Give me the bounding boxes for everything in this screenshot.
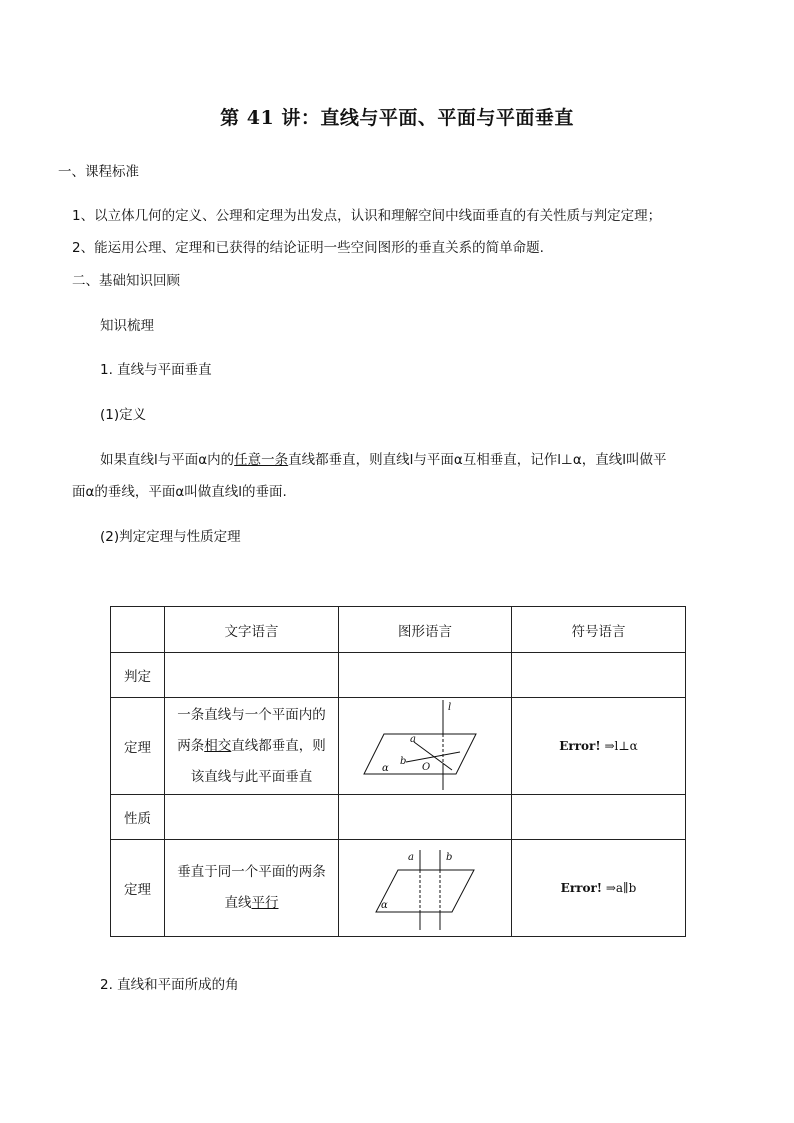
label-b: b	[446, 852, 453, 863]
table-corner-cell	[111, 607, 165, 653]
table-row-theorem-1	[111, 698, 686, 795]
empty-cell	[165, 795, 339, 840]
empty-cell	[512, 653, 686, 698]
label-a: a	[408, 852, 414, 863]
symbol-conclusion: ⇒l⊥α	[600, 739, 638, 753]
plane-parallelogram	[376, 870, 474, 912]
theorem-table	[110, 606, 686, 937]
symbol-conclusion: ⇒a∥b	[602, 881, 637, 895]
line-perpendicular-plane-diagram	[340, 698, 510, 794]
section-heading-course-standards: 一、课程标准	[58, 164, 139, 180]
text-part: 两条	[177, 737, 205, 754]
underlined-term-intersect: 相交	[204, 737, 232, 754]
theorem-2-text-line-2	[165, 888, 338, 919]
definition-heading: (1)定义	[100, 407, 147, 423]
empty-cell	[512, 795, 686, 840]
text-part: 直线	[224, 895, 252, 911]
definition-line-2: 面α的垂线，平面α叫做直线l的垂面.	[72, 484, 287, 500]
underlined-term-parallel: 平行	[251, 895, 279, 911]
label-a: a	[410, 734, 416, 745]
standard-item-2: 2、能运用公理、定理和已获得的结论证明一些空间图形的垂直关系的简单命题.	[72, 240, 544, 256]
theorem-2-symbol	[512, 840, 686, 937]
table-header-row	[111, 607, 686, 653]
table-row-theorem-2	[111, 840, 686, 937]
symbol-error-text: Error!	[559, 739, 601, 753]
label-alpha: α	[381, 900, 388, 911]
label-l: l	[448, 702, 452, 713]
line-a	[414, 742, 452, 770]
parallel-lines-perpendicular-plane-diagram	[340, 840, 510, 936]
knowledge-heading: 知识梳理	[100, 318, 154, 334]
definition-text-part: 直线都垂直，则直线l与平面α互相垂直，记作l⊥α，直线l叫做平	[288, 452, 667, 468]
table-row-judge	[111, 653, 686, 698]
item2-heading: 2. 直线和平面所成的角	[100, 977, 239, 993]
row-label-judge: 判定	[111, 653, 165, 698]
empty-cell	[339, 653, 512, 698]
theorem-1-text-line-3: 该直线与此平面垂直	[190, 768, 313, 785]
theorem-1-text-line-1: 一条直线与一个平面内的	[177, 706, 326, 723]
row-label-theorem-2: 定理	[111, 840, 165, 937]
symbol-error-text: Error!	[560, 881, 603, 895]
standard-item-1: 1、以立体几何的定义、公理和定理为出发点，认识和理解空间中线面垂直的有关性质与判定定理；	[72, 208, 662, 224]
definition-line-1	[100, 448, 666, 468]
theorem-1-symbol	[512, 698, 686, 795]
theorem-2-figure-cell	[339, 840, 512, 937]
theorem-2-text	[165, 840, 339, 937]
table-row-property	[111, 795, 686, 840]
theorem-2-text-line-1: 垂直于同一个平面的两条	[177, 864, 326, 880]
header-symbol-language: 符号语言	[512, 607, 686, 653]
line-b	[406, 752, 460, 762]
theorem-1-text	[165, 698, 339, 795]
item1-heading: 1. 直线与平面垂直	[100, 362, 212, 378]
section-heading-basic-knowledge: 二、基础知识回顾	[72, 273, 180, 289]
row-label-theorem-1: 定理	[111, 698, 165, 795]
plane-parallelogram	[364, 734, 476, 774]
text-part: 直线都垂直，则	[231, 737, 326, 754]
empty-cell	[339, 795, 512, 840]
empty-cell	[165, 653, 339, 698]
header-figure-language: 图形语言	[339, 607, 512, 653]
header-text-language: 文字语言	[165, 607, 339, 653]
label-b: b	[400, 756, 407, 767]
theorem-1-text-line-2	[165, 731, 338, 762]
theorem-1-figure-cell	[339, 698, 512, 795]
definition-underlined-term: 任意一条	[234, 452, 289, 468]
theorem-heading: (2)判定定理与性质定理	[100, 529, 241, 545]
label-alpha: α	[382, 763, 389, 774]
definition-text-part: 如果直线l与平面α内的	[100, 452, 235, 468]
page-title: 第 41 讲：直线与平面、平面与平面垂直	[220, 107, 574, 129]
row-label-property: 性质	[111, 795, 165, 840]
label-o: O	[422, 762, 431, 773]
